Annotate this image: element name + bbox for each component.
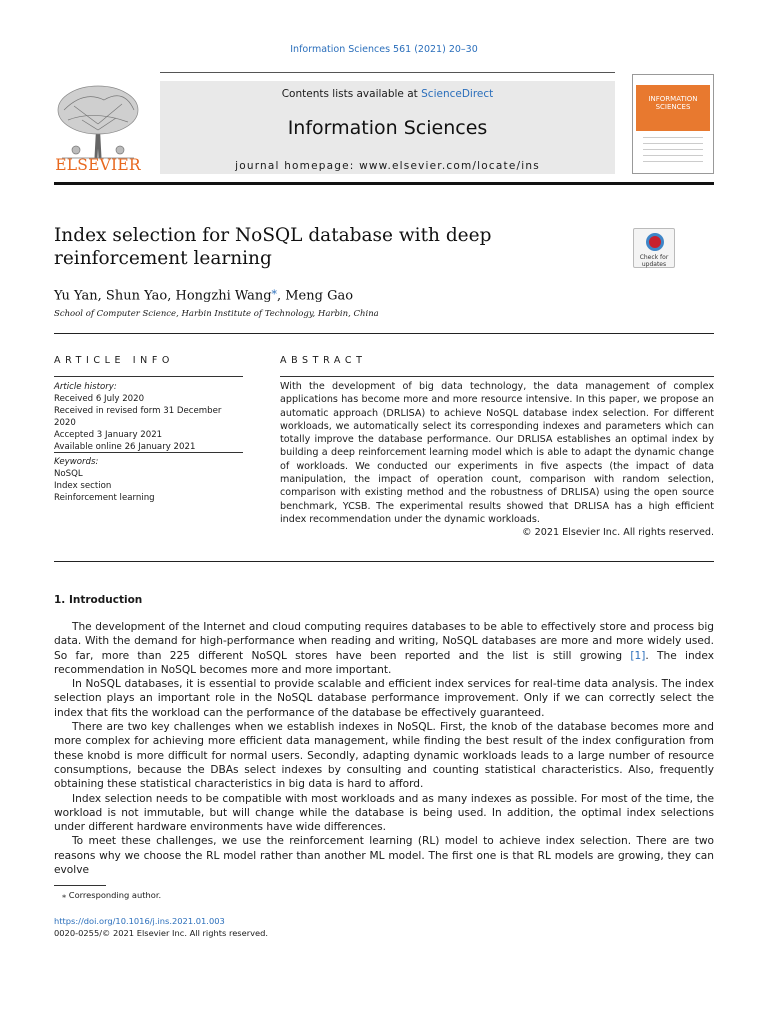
paragraph-text: The development of the Internet and cloud computing requires databases to be able to effectively store and process big data. With the demand for high-performance when reading and writing, NoSQL databases are more and more widely used. So far, more than 225 different NoSQL stores have been reported and the list is still growing <box>54 621 714 662</box>
contents-line <box>160 88 615 100</box>
history-item: Received in revised form 31 December 2020 <box>54 406 222 429</box>
article-title: Index selection for NoSQL database with deep reinforcement learning <box>54 225 492 269</box>
corresponding-author-mark[interactable]: ⁎ <box>271 284 277 297</box>
history-item: Available online 26 January 2021 <box>54 442 196 453</box>
paragraph: In NoSQL databases, it is essential to provide scalable and efficient index services for real-time data analysis. The index selection plays an important role in the NoSQL database performance improvement. Only if we can correctly select the index that fits the workload can the performance of the database be effectively guaranteed. <box>54 678 714 719</box>
keyword: NoSQL <box>54 469 83 479</box>
paragraph-text: . The index recommendation in NoSQL becomes more and more important. <box>54 649 714 676</box>
check-for-updates-button[interactable] <box>633 228 675 268</box>
article-info-heading: ARTICLE INFO <box>54 355 175 366</box>
keyword: Reinforcement learning <box>54 493 155 503</box>
divider <box>54 561 714 562</box>
history-item: Received 6 July 2020 <box>54 394 145 405</box>
paragraph <box>54 620 714 677</box>
paragraph: To meet these challenges, we use the reinforcement learning (RL) model to achieve index selection. There are two reasons why we choose the RL model rather than another ML model. The first one is that RL models are growing, they can evolve <box>54 835 714 877</box>
journal-title: Information Sciences <box>287 117 488 139</box>
divider <box>280 376 714 377</box>
author-2[interactable]: Shun Yao <box>105 288 168 304</box>
author-4[interactable]: Meng Gao <box>285 288 354 304</box>
affiliation: School of Computer Science, Harbin Institute of Technology, Harbin, China <box>54 309 379 319</box>
history-label: Article history: <box>54 382 117 392</box>
keywords <box>54 456 244 504</box>
contents-prefix: Contents lists available at <box>281 88 422 100</box>
journal-citation[interactable] <box>0 44 768 55</box>
introduction-body <box>54 620 714 877</box>
paragraph: There are two key challenges when we establish indexes in NoSQL. First, the knob of the database becomes more and more complex for achieving more efficient data management, while finding the best result of the index configuration from these knobd is more difficult for normal users. Secondly, adapting dynamic workloads leads to a large number of resource consumptions, because the DBAs select indexes by consulting and counting statistical characteristics. Also, frequently obtaining these statistical characteristics in big data is hard to afford. <box>54 721 714 791</box>
tree-crown <box>58 86 138 134</box>
reference-link[interactable]: [1] <box>630 649 646 662</box>
abstract-heading: ABSTRACT <box>280 355 367 366</box>
paragraph: Index selection needs to be compatible with most workloads and as many indexes as possible. For most of the time, the workload is not immutable, but will change while the database is being used. In addition, the optimal index selections under different hardware environments have wide differences. <box>54 792 714 834</box>
cover-title: INFORMATION SCIENCES <box>636 85 710 131</box>
sciencedirect-link[interactable]: ScienceDirect <box>421 88 494 100</box>
doi-link[interactable]: https://doi.org/10.1016/j.ins.2021.01.003 <box>54 916 225 926</box>
journal-header <box>54 72 714 184</box>
header-banner <box>160 81 615 174</box>
header-rule-top <box>160 72 615 73</box>
footnote-rule <box>54 885 106 886</box>
divider <box>54 376 243 377</box>
article-history <box>54 381 244 454</box>
history-item: Accepted 3 January 2021 <box>54 430 163 441</box>
abstract-text: With the development of big data technology, the data management of complex applications has become more and more resource intensive. In this paper, we propose an automatic approach (DRLISA) to achieve NoSQL database index selection. For different workloads, we automatically select its corresponding indexes and parameters which can totally improve the database performance. Our DRLISA establishes an optimal index by building a deep reinforcement learning model which is able to adapt the dynamic change of workloads. We conducted our experiments in five aspects (the impact of data manipulation, the impact of operation count, comparison with random selection, comparison with existing method and the robustness of DRLISA) using the open source benchmark, YCSB. The experimental results showed that DRLISA has a high efficient index recommendation under the dynamic workloads. <box>280 381 714 525</box>
keywords-label: Keywords: <box>54 457 99 467</box>
author-1[interactable]: Yu Yan <box>54 288 98 304</box>
header-rule-bottom <box>54 182 714 185</box>
journal-homepage[interactable]: journal homepage: www.elsevier.com/locate/ins <box>235 160 540 172</box>
author-list: Yu Yan, Shun Yao, Hongzhi Wang⁎, Meng Gao <box>54 284 354 304</box>
citation-link[interactable]: Information Sciences 561 (2021) 20–30 <box>290 44 478 55</box>
bookmark-icon <box>646 233 664 251</box>
cover-decoration <box>643 137 703 167</box>
section-heading-introduction: 1. Introduction <box>54 594 143 606</box>
author-3[interactable]: Hongzhi Wang <box>175 288 272 304</box>
footnote: ⁎ Corresponding author. <box>62 890 162 900</box>
check-updates-label: Check for updates <box>639 254 669 268</box>
elsevier-wordmark: ELSEVIER <box>55 156 141 174</box>
keyword: Index section <box>54 481 112 491</box>
divider <box>54 452 243 453</box>
divider <box>54 333 714 334</box>
journal-cover-thumbnail[interactable] <box>632 74 714 174</box>
issn-line: 0020-0255/© 2021 Elsevier Inc. All rights reserved. <box>54 928 269 938</box>
abstract-copyright: © 2021 Elsevier Inc. All rights reserved. <box>522 527 714 538</box>
